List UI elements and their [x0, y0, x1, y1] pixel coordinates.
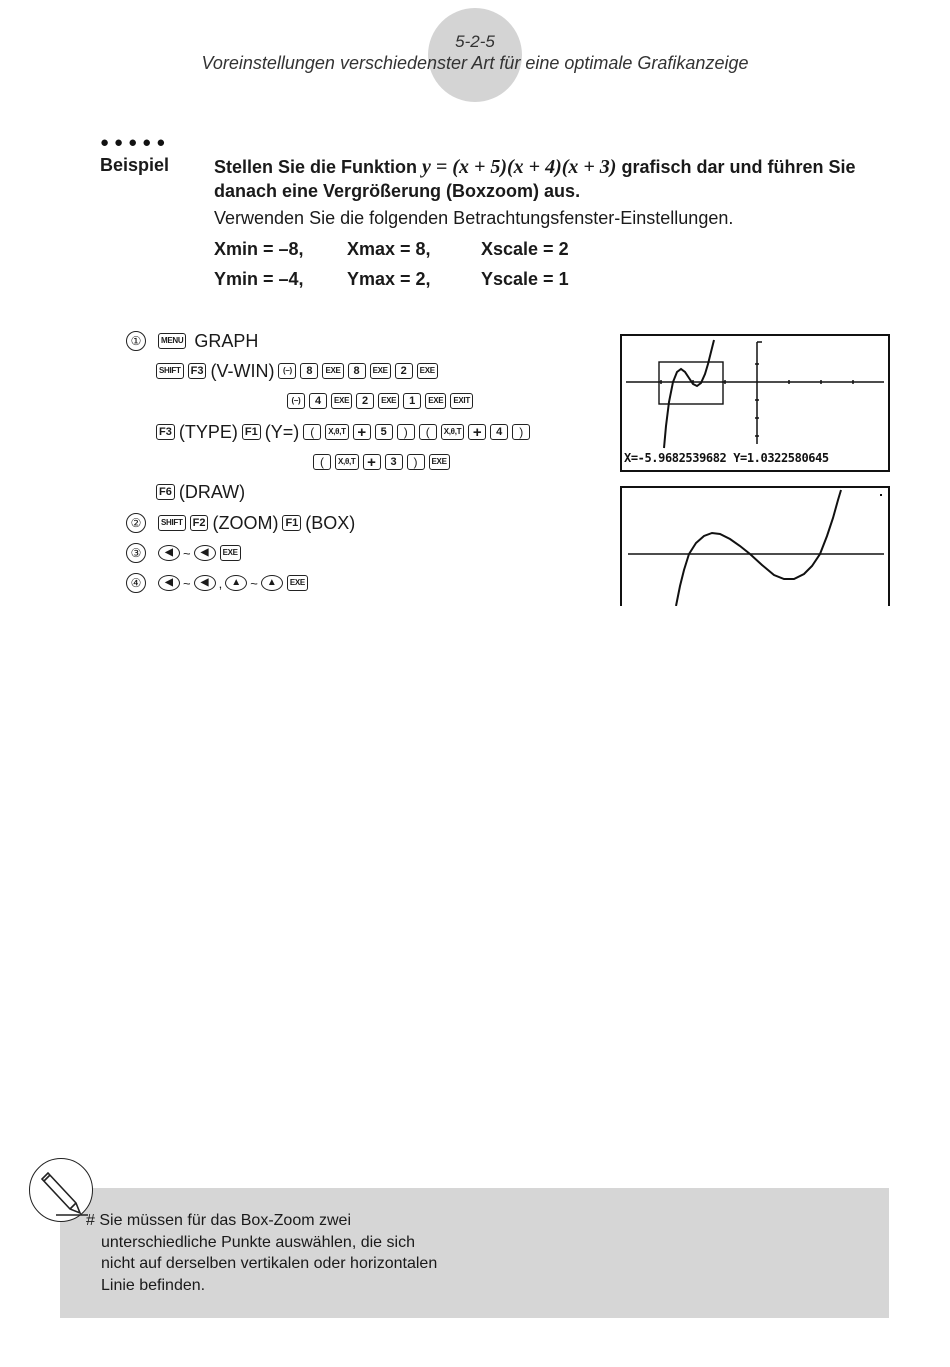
rparen-key: )	[407, 454, 425, 470]
key-8: 8	[348, 363, 366, 379]
xscale-setting: Xscale = 2	[481, 239, 569, 259]
comma: ,	[218, 575, 223, 591]
exe-key: EXE	[425, 393, 446, 409]
shift-key: SHIFT	[156, 363, 184, 379]
task-part1: Stellen Sie die Funktion	[214, 157, 423, 177]
key-4: 4	[309, 393, 327, 409]
step-number-2: ②	[126, 513, 146, 533]
left-arrow-icon: ◀	[194, 545, 216, 561]
note-line-2: unterschiedliche Punkte auswählen, die sich	[101, 1233, 415, 1251]
lparen-key: (	[313, 454, 331, 470]
exe-key: EXE	[287, 575, 308, 591]
exe-key: EXE	[417, 363, 438, 379]
f1-key: F1	[242, 424, 261, 440]
left-arrow-icon: ◀	[194, 575, 216, 591]
draw-label: (DRAW)	[178, 481, 246, 502]
neg-key: (–)	[278, 363, 296, 379]
step-number-4: ④	[126, 573, 146, 593]
step-2	[126, 512, 359, 534]
key-5: 5	[375, 424, 393, 440]
exe-key: EXE	[322, 363, 343, 379]
f3-key: F3	[156, 424, 175, 440]
box-label: (BOX)	[305, 512, 356, 533]
tilde: ~	[183, 575, 191, 591]
left-arrow-icon: ◀	[158, 575, 180, 591]
menu-key: MENU	[158, 333, 186, 349]
yeq-label: (Y=)	[264, 421, 300, 442]
example-task	[214, 155, 904, 203]
coordinate-readout: X=-5.9682539682 Y=1.0322580645	[624, 451, 829, 465]
step-3	[126, 542, 245, 564]
plus-key: +	[353, 424, 371, 440]
key-4: 4	[490, 424, 508, 440]
exe-key: EXE	[331, 393, 352, 409]
neg-key: (–)	[287, 393, 305, 409]
key-8: 8	[300, 363, 318, 379]
plus-key: +	[363, 454, 381, 470]
f2-key: F2	[190, 515, 209, 531]
plus-key: +	[468, 424, 486, 440]
key-3: 3	[385, 454, 403, 470]
exe-key: EXE	[429, 454, 450, 470]
f3-key: F3	[188, 363, 207, 379]
ymax-setting: Ymax = 2,	[347, 269, 431, 289]
key-1: 1	[403, 393, 421, 409]
f1-key: F1	[282, 515, 301, 531]
exit-key: EXIT	[450, 393, 473, 409]
step-1-line-5	[313, 451, 454, 473]
page-number: 5-2-5	[455, 32, 495, 51]
exe-key: EXE	[370, 363, 391, 379]
yscale-setting: Yscale = 1	[481, 269, 569, 289]
step-1-line-6	[156, 481, 249, 503]
key-2: 2	[356, 393, 374, 409]
exe-key: EXE	[220, 545, 241, 561]
task-part2: grafisch dar und führen Sie danach eine Vergrößerung (Boxzoom) aus.	[214, 157, 856, 201]
function-formula: y = (x + 5)(x + 4)(x + 3)	[422, 156, 617, 178]
ymin-setting: Ymin = –4,	[214, 269, 304, 289]
calculator-screen-zoomed	[620, 486, 890, 606]
left-arrow-icon: ◀	[158, 545, 180, 561]
step-1-line-4	[156, 421, 534, 443]
rparen-key: )	[397, 424, 415, 440]
step-1-line-3	[287, 390, 477, 412]
type-label: (TYPE)	[178, 421, 238, 442]
xvar-key: X,θ,T	[335, 454, 359, 470]
shift-key: SHIFT	[158, 515, 186, 531]
xmin-setting: Xmin = –8,	[214, 239, 304, 259]
example-instruction: Verwenden Sie die folgenden Betrachtungsfenster-Einstellungen.	[214, 208, 734, 228]
key-2: 2	[395, 363, 413, 379]
f6-key: F6	[156, 484, 175, 500]
note-line-1: # Sie müssen für das Box-Zoom zwei	[86, 1212, 351, 1229]
lparen-key: (	[303, 424, 321, 440]
step-number-3: ③	[126, 543, 146, 563]
note-line-3: nicht auf derselben vertikalen oder horizontalen	[101, 1255, 438, 1272]
exe-key: EXE	[378, 393, 399, 409]
example-dots: ●●●●●	[100, 134, 171, 151]
xvar-key: X,θ,T	[325, 424, 349, 440]
example-label: Beispiel	[100, 155, 170, 175]
xvar-key: X,θ,T	[441, 424, 465, 440]
zoom-label: (ZOOM)	[212, 512, 279, 533]
xmax-setting: Xmax = 8,	[347, 239, 431, 259]
up-arrow-icon: ▲	[225, 575, 247, 591]
graph-label: GRAPH	[194, 330, 259, 351]
lparen-key: (	[419, 424, 437, 440]
tilde: ~	[250, 575, 258, 591]
tilde: ~	[183, 545, 191, 561]
page-title: Voreinstellungen verschiedenster Art für eine optimale Grafikanzeige	[201, 53, 749, 73]
note-text	[86, 1210, 506, 1296]
vwin-label: (V-WIN)	[210, 360, 275, 381]
step-number-1: ①	[126, 331, 146, 351]
step-1-line-2	[156, 360, 442, 382]
note-line-4: Linie befinden.	[101, 1276, 206, 1294]
pencil-icon	[29, 1158, 93, 1222]
step-4	[126, 572, 312, 594]
step-1-line-1	[126, 330, 262, 352]
rparen-key: )	[512, 424, 530, 440]
up-arrow-icon: ▲	[261, 575, 283, 591]
